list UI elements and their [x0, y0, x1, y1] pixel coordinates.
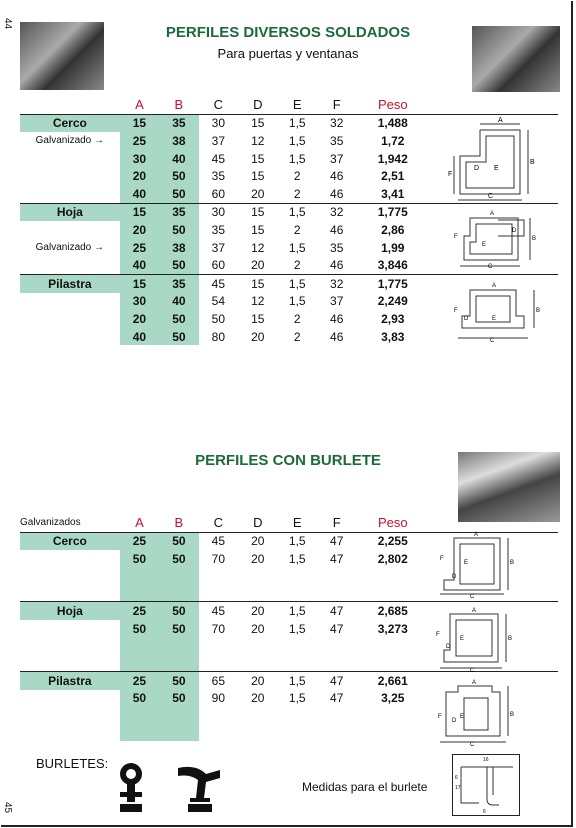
- cell-e: 2: [293, 311, 301, 326]
- cell-e: 1,5: [288, 240, 306, 255]
- cell-f: 46: [330, 311, 344, 326]
- cell-f: 47: [317, 671, 356, 689]
- cell-d: 15: [251, 222, 265, 237]
- cell-a: 15: [120, 203, 159, 221]
- cell-a: 25: [120, 602, 159, 620]
- cell-b: 50: [159, 532, 198, 550]
- cell-e: 1,5: [278, 532, 317, 550]
- cell-peso: 3,273: [377, 621, 408, 636]
- svg-text:A: A: [472, 680, 477, 686]
- cell-e: 1,5: [278, 114, 317, 132]
- cell-a: 40: [120, 185, 159, 203]
- svg-text:B: B: [536, 308, 541, 314]
- cell-f: 46: [330, 222, 344, 237]
- cell-c: 30: [199, 203, 238, 221]
- cell-e: 1,5: [288, 294, 306, 309]
- svg-text:C: C: [470, 594, 475, 598]
- cell-f: 47: [330, 621, 344, 636]
- cell-f: 35: [330, 133, 344, 148]
- hoja-burlete-diagram: [430, 606, 526, 672]
- cell-f: 47: [330, 551, 344, 566]
- svg-text:E: E: [482, 242, 487, 248]
- cell-d: 20: [251, 258, 265, 273]
- cell-c: 70: [211, 551, 226, 566]
- cell-peso: 3,83: [381, 329, 405, 344]
- cell-e: 1,5: [278, 274, 317, 292]
- group-name-cerco: Cerco: [20, 114, 120, 132]
- svg-text:D: D: [446, 644, 451, 650]
- dim-6-b: 6: [483, 809, 486, 815]
- galvanizado-note: Galvanizado →: [35, 135, 105, 147]
- burlete-round-icon: [116, 762, 146, 814]
- cell-a: 20: [120, 310, 159, 328]
- cell-peso: 2,51: [381, 169, 405, 184]
- cell-b: 50: [159, 167, 198, 185]
- cell-f: 46: [330, 169, 344, 184]
- svg-text:F: F: [454, 308, 458, 314]
- col-header-b: B: [174, 515, 184, 531]
- cell-c: 60: [211, 186, 226, 201]
- col-header-c: C: [213, 97, 224, 113]
- cell-d: 15: [251, 169, 265, 184]
- cell-e: 1,5: [288, 133, 306, 148]
- cell-e: 1,5: [278, 602, 317, 620]
- section2-title: PERFILES CON BURLETE: [195, 452, 381, 469]
- cell-d: 15: [238, 203, 277, 221]
- group-name-cerco: Cerco: [20, 532, 120, 550]
- group-name-pilastra: Pilastra: [20, 671, 120, 689]
- cell-b: 40: [159, 150, 198, 168]
- cell-c: 50: [211, 311, 226, 326]
- cell-f: 37: [330, 151, 344, 166]
- cell-f: 47: [317, 602, 356, 620]
- cell-f: 32: [317, 203, 356, 221]
- svg-text:D: D: [452, 574, 457, 580]
- cell-d: 15: [251, 311, 265, 326]
- svg-text:E: E: [460, 636, 465, 642]
- cell-b: 50: [159, 185, 198, 203]
- cell-d: 15: [238, 114, 277, 132]
- cell-e: 2: [293, 169, 301, 184]
- cell-b: 40: [159, 293, 198, 311]
- svg-text:F: F: [440, 556, 444, 562]
- cell-b: 50: [159, 550, 198, 568]
- table-corner-label: Galvanizados: [20, 517, 81, 529]
- col-header-c: C: [213, 515, 224, 531]
- group-name-pilastra: Pilastra: [20, 274, 120, 292]
- cell-c: 35: [211, 169, 226, 184]
- svg-text:B: B: [530, 159, 535, 166]
- col-header-d: D: [253, 97, 263, 113]
- cell-c: 70: [211, 621, 226, 636]
- cell-d: 15: [238, 274, 277, 292]
- cell-peso: 3,25: [381, 691, 405, 706]
- svg-text:A: A: [498, 117, 503, 124]
- cell-peso: 1,775: [356, 203, 429, 221]
- cell-peso: 1,488: [356, 114, 429, 132]
- pilastra-profile-diagram: [440, 280, 550, 346]
- cell-d: 20: [251, 329, 265, 344]
- dim-17: 17: [455, 785, 461, 791]
- cell-d: 12: [251, 133, 265, 148]
- cell-c: 60: [211, 258, 226, 273]
- cell-a: 50: [120, 690, 159, 708]
- cell-d: 20: [251, 691, 265, 706]
- svg-text:F: F: [448, 171, 453, 178]
- cell-peso: 2,685: [356, 602, 429, 620]
- group-name-hoja: Hoja: [20, 203, 120, 221]
- col-header-e: E: [292, 97, 302, 113]
- cell-peso: 2,86: [381, 222, 405, 237]
- cell-f: 32: [317, 274, 356, 292]
- cell-peso: 3,41: [381, 186, 405, 201]
- cell-e: 1,5: [288, 691, 306, 706]
- cell-e: 1,5: [288, 621, 306, 636]
- cell-b: 50: [159, 690, 198, 708]
- section1-title: PERFILES DIVERSOS SOLDADOS: [165, 24, 411, 41]
- cell-f: 47: [330, 691, 344, 706]
- cell-a: 20: [120, 167, 159, 185]
- col-header-peso: Peso: [377, 97, 408, 113]
- cell-b: 50: [159, 620, 198, 638]
- svg-text:E: E: [492, 316, 497, 322]
- cell-e: 1,5: [278, 203, 317, 221]
- cell-b: 38: [159, 239, 198, 257]
- cell-c: 37: [211, 240, 226, 255]
- cell-f: 37: [330, 294, 344, 309]
- svg-text:A: A: [492, 283, 497, 289]
- cell-c: 45: [199, 532, 238, 550]
- col-header-a: A: [135, 515, 144, 531]
- cell-f: 46: [330, 186, 344, 201]
- cell-a: 30: [120, 293, 159, 311]
- cell-a: 50: [120, 620, 159, 638]
- svg-text:D: D: [464, 316, 469, 322]
- cell-d: 15: [251, 151, 265, 166]
- cell-c: 45: [199, 274, 238, 292]
- col-header-e: E: [292, 515, 302, 531]
- cell-a: 40: [120, 256, 159, 274]
- svg-text:A: A: [472, 608, 477, 614]
- cell-d: 20: [251, 186, 265, 201]
- svg-text:D: D: [452, 718, 457, 724]
- table-header-row: [20, 96, 558, 114]
- svg-text:C: C: [470, 742, 475, 746]
- svg-text:E: E: [494, 165, 499, 172]
- col-header-d: D: [253, 515, 263, 531]
- cell-a: 25: [120, 671, 159, 689]
- cell-d: 12: [251, 240, 265, 255]
- cell-peso: 3,846: [377, 258, 408, 273]
- col-header-b: B: [174, 97, 184, 113]
- cell-e: 1,5: [288, 151, 306, 166]
- cell-e: 1,5: [278, 671, 317, 689]
- svg-text:F: F: [436, 632, 440, 638]
- col-header-f: F: [332, 97, 341, 113]
- cell-e: 2: [293, 258, 301, 273]
- svg-text:E: E: [460, 714, 465, 720]
- cell-a: 25: [120, 132, 159, 150]
- cell-c: 54: [211, 294, 226, 309]
- cell-peso: 2,249: [377, 294, 408, 309]
- cell-a: 15: [120, 274, 159, 292]
- pilastra-burlete-diagram: [430, 678, 526, 746]
- cell-d: 20: [251, 551, 265, 566]
- svg-text:B: B: [532, 236, 537, 242]
- cell-b: 38: [159, 132, 198, 150]
- cell-e: 2: [293, 186, 301, 201]
- cell-b: 35: [159, 114, 198, 132]
- page-number-bottom: 45: [2, 801, 14, 814]
- cell-b: 35: [159, 274, 198, 292]
- dim-16: 16: [483, 757, 489, 763]
- cell-d: 12: [251, 294, 265, 309]
- cell-c: 30: [199, 114, 238, 132]
- svg-text:F: F: [438, 714, 442, 720]
- section1-subtitle: Para puertas y ventanas: [217, 46, 359, 61]
- cell-peso: 2,93: [381, 311, 405, 326]
- cell-c: 45: [211, 151, 226, 166]
- galvanizado-note: Galvanizado →: [35, 242, 105, 254]
- burlete-flap-icon: [176, 764, 222, 814]
- page-number-top: 44: [2, 17, 14, 30]
- svg-text:C: C: [488, 193, 494, 200]
- svg-text:A: A: [490, 211, 495, 217]
- cell-c: 45: [199, 602, 238, 620]
- cell-f: 46: [330, 258, 344, 273]
- table-corner: [20, 96, 120, 114]
- col-header-f: F: [332, 515, 341, 531]
- cell-b: 50: [159, 221, 198, 239]
- cell-a: 15: [120, 114, 159, 132]
- svg-text:D: D: [512, 228, 517, 234]
- cell-a: 50: [120, 550, 159, 568]
- cell-e: 1,5: [288, 551, 306, 566]
- burlete-measures-label: Medidas para el burlete: [302, 780, 428, 794]
- cell-peso: 2,661: [356, 671, 429, 689]
- svg-text:C: C: [490, 338, 495, 344]
- cell-e: 2: [293, 222, 301, 237]
- cell-d: 20: [238, 671, 277, 689]
- svg-text:D: D: [474, 165, 480, 172]
- cell-f: 32: [317, 114, 356, 132]
- col-header-peso: Peso: [377, 515, 408, 531]
- cerco-profile-diagram: [440, 116, 550, 204]
- col-header-a: A: [135, 97, 144, 113]
- svg-text:B: B: [510, 712, 515, 718]
- cell-peso: 2,255: [356, 532, 429, 550]
- cell-f: 46: [330, 329, 344, 344]
- cell-a: 40: [120, 328, 159, 346]
- cell-d: 20: [238, 602, 277, 620]
- cell-d: 20: [238, 532, 277, 550]
- cell-b: 50: [159, 328, 198, 346]
- cell-b: 50: [159, 256, 198, 274]
- cell-peso: 2,802: [377, 551, 408, 566]
- svg-text:F: F: [454, 234, 458, 240]
- svg-text:E: E: [464, 560, 469, 566]
- cell-peso: 1,99: [381, 240, 405, 255]
- svg-text:A: A: [474, 532, 479, 538]
- cell-f: 47: [317, 532, 356, 550]
- cell-a: 20: [120, 221, 159, 239]
- cell-a: 30: [120, 150, 159, 168]
- cell-d: 20: [251, 621, 265, 636]
- cell-e: 2: [293, 329, 301, 344]
- cell-peso: 1,72: [381, 133, 405, 148]
- cell-c: 37: [211, 133, 226, 148]
- svg-text:C: C: [488, 264, 493, 270]
- cell-b: 35: [159, 203, 198, 221]
- cell-c: 65: [199, 671, 238, 689]
- cell-c: 90: [211, 691, 226, 706]
- cell-a: 25: [120, 532, 159, 550]
- burlete-measure-diagram: [452, 754, 520, 816]
- svg-text:B: B: [510, 560, 515, 566]
- cell-f: 35: [330, 240, 344, 255]
- burletes-label: BURLETES:: [36, 756, 109, 771]
- burlete-profile-photo: [458, 452, 560, 522]
- cell-peso: 1,942: [377, 151, 408, 166]
- cell-c: 80: [211, 329, 226, 344]
- group-name-hoja: Hoja: [20, 602, 120, 620]
- cell-b: 50: [159, 671, 198, 689]
- svg-text:B: B: [508, 636, 513, 642]
- hoja-profile-diagram: [440, 208, 550, 270]
- cell-b: 50: [159, 602, 198, 620]
- cell-peso: 1,775: [356, 274, 429, 292]
- dim-6-a: 6: [455, 775, 458, 781]
- cell-c: 35: [211, 222, 226, 237]
- cell-b: 50: [159, 310, 198, 328]
- cell-a: 25: [120, 239, 159, 257]
- svg-text:C: C: [470, 668, 475, 672]
- cerco-burlete-diagram: [430, 530, 526, 598]
